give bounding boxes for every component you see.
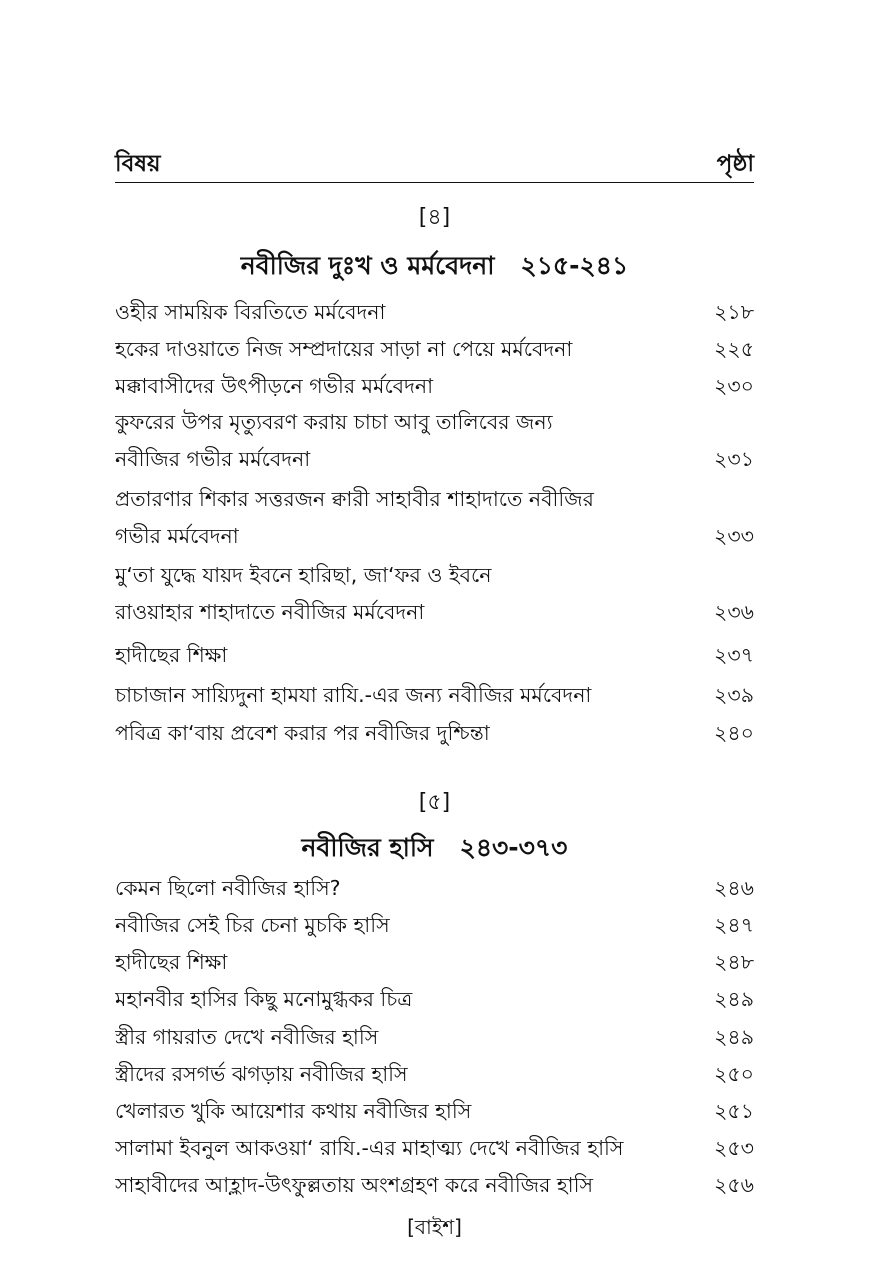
toc-entry [115,1056,754,1093]
toc-entry-text: প্রতারণার শিকার সত্তরজন ক্বারী সাহাবীর শাহাদাতে নবীজির [115,487,594,511]
toc-entry [115,368,754,405]
toc-entry [115,677,754,714]
header-rule [115,182,754,183]
toc-entry-page: ২৫৬ [714,1173,754,1197]
page-number-footer: [বাইশ] [407,1215,462,1239]
toc-entry-text: হকের দাওয়াতে নিজ সম্প্রদায়ের সাড়া না পেয়ে মর্মবেদনা [115,337,573,361]
toc-entry-page: ২৩১ [714,447,754,471]
toc-entry-page: ২৫৩ [714,1136,754,1160]
toc-entry-page: ২৩০ [714,374,754,398]
toc-entry-text: ওহীর সাময়িক বিরতিতে মর্মবেদনা [115,300,386,324]
toc-entry-page: ২৪৯ [714,987,754,1011]
toc-entry-text: সাহাবীদের আহ্লাদ-উৎফুল্লতায় অংশগ্রহণ করে নবীজির হাসি [115,1173,593,1197]
toc-entry [115,1019,754,1056]
toc-entry-page: ২৩৯ [714,683,754,707]
toc-entry-text: মু‘তা যুদ্ধে যায়দ ইবনে হারিছা, জা‘ফর ও ইবনে [115,563,492,587]
toc-entry-page: ২৩৬ [714,600,754,624]
toc-entry-text: নবীজির সেই চির চেনা মুচকি হাসি [115,913,390,937]
toc-entry [115,907,754,944]
toc-entry-text: মহানবীর হাসির কিছু মনোমুগ্ধকর চিত্র [115,987,413,1011]
toc-entry-page: ২৪০ [714,721,754,745]
toc-page [115,0,754,1266]
toc-entry-text: কেমন ছিলো নবীজির হাসি? [115,876,341,900]
toc-entry-page: ২১৮ [714,300,754,324]
toc-entry-text: চাচাজান সায়্যিদুনা হামযা রাযি.-এর জন্য নবীজির মর্মবেদনা [115,683,592,707]
toc-entry-text: হাদীছের শিক্ষা [115,950,228,974]
toc-entry-text: রাওয়াহার শাহাদাতে নবীজির মর্মবেদনা [115,600,425,624]
toc-entry [115,715,754,752]
section-5-range: ২৪৩-৩৭৩ [459,833,568,862]
toc-entry-text: পবিত্র কা‘বায় প্রবেশ করার পর নবীজির দুশ্চিন্তা [115,721,490,745]
toc-entry-text: খেলারত খুকি আয়েশার কথায় নবীজির হাসি [115,1099,472,1123]
toc-entry-page: ২৫১ [714,1099,754,1123]
toc-entry-text: গভীর মর্মবেদনা [115,524,239,548]
toc-entry [115,557,754,631]
toc-entry [115,1093,754,1130]
toc-entry-text: নবীজির গভীর মর্মবেদনা [115,447,311,471]
toc-entry-text: মক্কাবাসীদের উৎপীড়নে গভীর মর্মবেদনা [115,374,434,398]
toc-entry [115,404,754,478]
toc-entry [115,981,754,1018]
toc-entry-page: ২৪৭ [714,913,754,937]
toc-entry [115,637,754,674]
toc-entry-text: স্ত্রীদের রসগর্ভ ঝগড়ায় নবীজির হাসি [115,1062,408,1086]
toc-entry-page: ২৪৬ [714,876,754,900]
section-4-number: [৪] [418,205,451,230]
section-4-range: ২১৫-২৪১ [520,251,629,280]
toc-entry-page: ২২৫ [714,337,754,361]
toc-entry [115,870,754,907]
section-5-title: নবীজির হাসি [301,833,434,862]
toc-entry-page: ২৩৭ [714,643,754,667]
toc-header [115,145,754,181]
section-5-title-row [115,828,754,871]
toc-entry [115,331,754,368]
toc-entry-page: ২৫০ [714,1062,754,1086]
page-heading: পৃষ্ঠা [716,151,754,177]
subject-heading: বিষয় [115,151,161,177]
toc-entry [115,1167,754,1204]
section-4-title: নবীজির দুঃখ ও মর্মবেদনা [240,251,495,280]
toc-entry [115,1130,754,1167]
toc-entry-text: হাদীছের শিক্ষা [115,643,228,667]
toc-entry [115,944,754,981]
toc-entry-text: স্ত্রীর গায়রাত দেখে নবীজির হাসি [115,1025,379,1049]
toc-entry-text: সালামা ইবনুল আকওয়া‘ রাযি.-এর মাহাত্ম্য দেখে নবীজির হাসি [115,1136,624,1160]
toc-entry [115,481,754,555]
toc-entry-page: ২৪৯ [714,1025,754,1049]
section-4-title-row [115,246,754,289]
toc-entry-page: ২৩৩ [714,524,754,548]
toc-entry-page: ২৪৮ [714,950,754,974]
section-5-number: [৫] [418,790,451,815]
toc-entry-text: কুফরের উপর মৃত্যুবরণ করায় চাচা আবু তালিবের জন্য [115,410,553,434]
toc-entry [115,294,754,331]
